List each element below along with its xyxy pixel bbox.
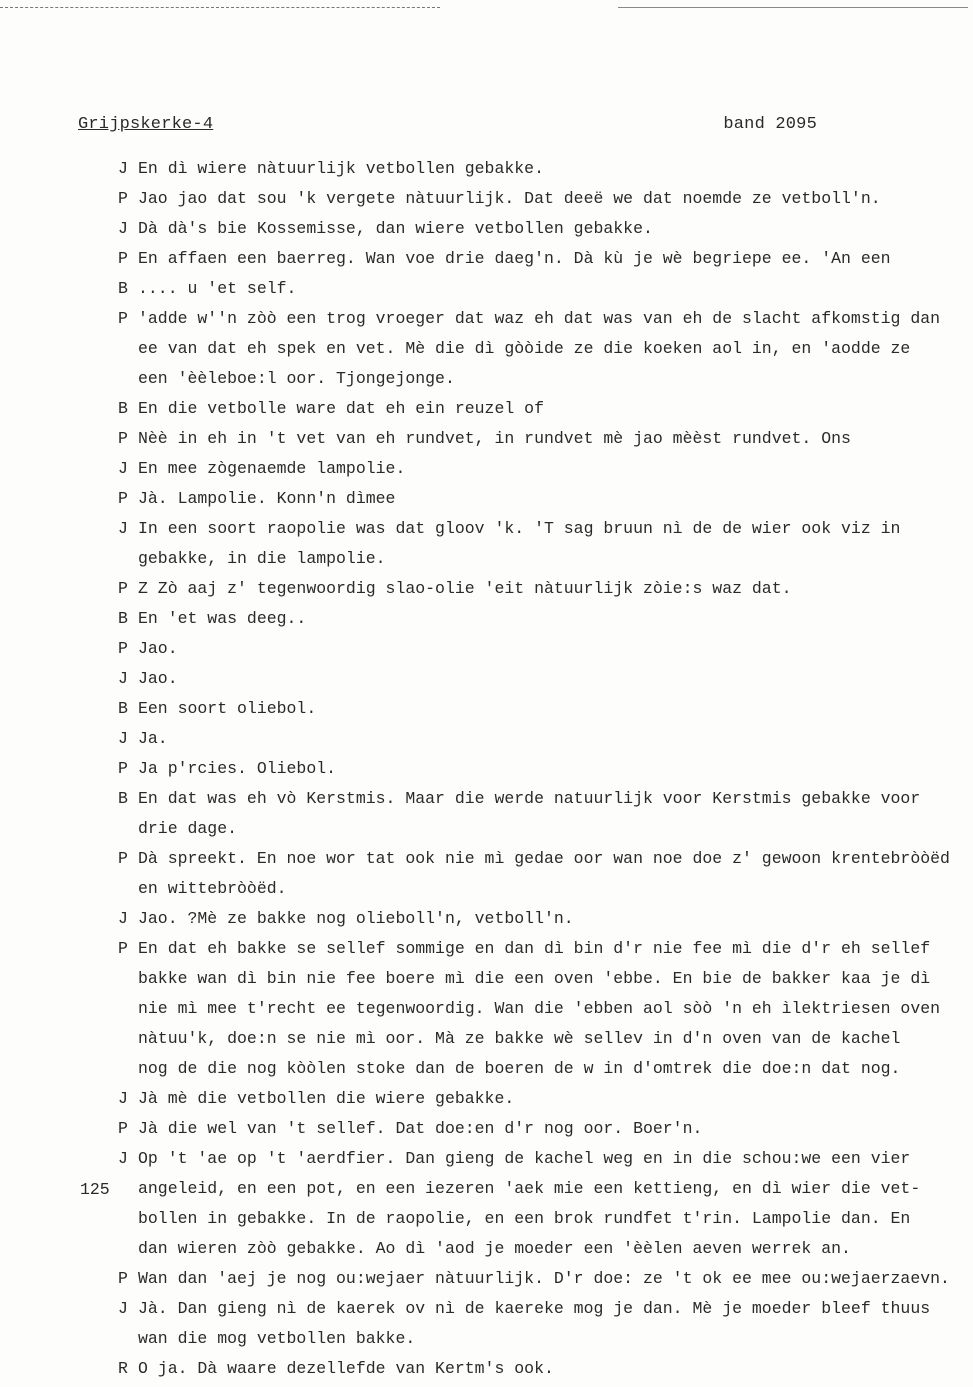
utterance-text: Jao. ?Mè ze bakke nog olieboll'n, vetboll'n. xyxy=(138,909,574,928)
speaker-label xyxy=(118,874,138,904)
transcript-turn xyxy=(118,514,968,544)
utterance-text: Dà spreekt. En noe wor tat ook nie mì gedae oor wan noe doe z' gewoon krentebròòëd xyxy=(138,849,950,868)
speaker-label xyxy=(118,1234,138,1264)
speaker-label: P xyxy=(118,189,128,208)
utterance-text: bollen in gebakke. In de raopolie, en een brok rundfet t'rin. Lampolie dan. En xyxy=(138,1209,911,1228)
speaker-label: P xyxy=(118,429,128,448)
utterance-text: dan wieren zòò gebakke. Ao dì 'aod je moeder een 'èèlen aeven werrek an. xyxy=(138,1239,851,1258)
utterance-text: Jao. xyxy=(138,639,178,658)
speaker-label: J xyxy=(118,729,128,748)
speaker-label: P xyxy=(118,579,128,598)
speaker-label: B xyxy=(118,279,128,298)
utterance-text: Jà die wel van 't sellef. Dat doe:en d'r nog oor. Boer'n. xyxy=(138,1119,703,1138)
speaker-label: J xyxy=(118,519,128,538)
transcript-turn xyxy=(118,244,968,274)
utterance-text: drie dage. xyxy=(138,819,238,838)
speaker-label: B xyxy=(118,789,128,808)
utterance-text: ee van dat eh spek en vet. Mè die dì gòòide ze die koeken aol in, en 'aodde ze xyxy=(138,339,911,358)
speaker-label xyxy=(118,814,138,844)
transcript-turn xyxy=(118,694,968,724)
speaker-label: J xyxy=(118,1149,128,1168)
speaker-label: J xyxy=(118,159,128,178)
transcript-turn xyxy=(118,634,968,664)
utterance-text: Ja p'rcies. Oliebol. xyxy=(138,759,337,778)
top-rule-left xyxy=(0,7,440,8)
speaker-label: B xyxy=(118,609,128,628)
speaker-label: P xyxy=(118,249,128,268)
transcript-turn xyxy=(118,724,968,754)
transcript-turn xyxy=(118,424,968,454)
utterance-text: en wittebròòëd. xyxy=(138,879,287,898)
transcript-turn xyxy=(118,184,968,214)
transcript-turn xyxy=(118,1294,968,1324)
transcript-continuation xyxy=(118,964,968,994)
transcript-turn xyxy=(118,1114,968,1144)
transcript-continuation xyxy=(118,874,968,904)
utterance-text: Nèè in eh in 't vet van eh rundvet, in rundvet mè jao mèèst rundvet. Ons xyxy=(138,429,851,448)
utterance-text: O ja. Dà waare dezellefde van Kertm's ook. xyxy=(138,1359,554,1378)
transcript-turn xyxy=(118,394,968,424)
transcript-turn xyxy=(118,754,968,784)
transcript-continuation xyxy=(118,334,968,364)
utterance-text: Ja. xyxy=(138,729,168,748)
speaker-label: J xyxy=(118,1089,128,1108)
utterance-text: nàtuu'k, doe:n se nie mì oor. Mà ze bakke wè sellev in d'n oven van de kachel xyxy=(138,1029,901,1048)
utterance-text: Een soort oliebol. xyxy=(138,699,317,718)
transcript-turn xyxy=(118,664,968,694)
utterance-text: angeleid, en een pot, en een iezeren 'aek mie een kettieng, en dì wier die vet- xyxy=(138,1179,921,1198)
transcript-turn xyxy=(118,1144,968,1174)
transcript-continuation xyxy=(118,1174,968,1204)
speaker-label xyxy=(118,1174,138,1204)
speaker-label: J xyxy=(118,1299,128,1318)
utterance-text: In een soort raopolie was dat gloov 'k. 'T sag bruun nì de de wier ook viz in xyxy=(138,519,901,538)
utterance-text: gebakke, in die lampolie. xyxy=(138,549,386,568)
transcript-turn xyxy=(118,274,968,304)
speaker-label: P xyxy=(118,489,128,508)
speaker-label: J xyxy=(118,219,128,238)
transcript-continuation xyxy=(118,364,968,394)
utterance-text: bakke wan dì bin nie fee boere mì die een oven 'ebbe. En bie de bakker kaa je dì xyxy=(138,969,931,988)
speaker-label: P xyxy=(118,759,128,778)
speaker-label xyxy=(118,1204,138,1234)
utterance-text: 'adde w''n zòò een trog vroeger dat waz eh dat was van eh de slacht afkomstig dan xyxy=(138,309,941,328)
speaker-label: P xyxy=(118,939,128,958)
utterance-text: En 'et was deeg.. xyxy=(138,609,307,628)
utterance-text: En dat eh bakke se sellef sommige en dan dì bin d'r nie fee mì die d'r eh sellef xyxy=(138,939,931,958)
transcript-turn xyxy=(118,1354,968,1384)
utterance-text: een 'èèleboe:l oor. Tjongejonge. xyxy=(138,369,455,388)
utterance-text: En dì wiere nàtuurlijk vetbollen gebakke. xyxy=(138,159,544,178)
speaker-label xyxy=(118,364,138,394)
band-number: band 2095 xyxy=(723,115,817,134)
transcript-turn xyxy=(118,904,968,934)
transcript-continuation xyxy=(118,1324,968,1354)
utterance-text: nog de die nog kòòlen stoke dan de boeren de w in d'omtrek die doe:n dat nog. xyxy=(138,1059,901,1078)
speaker-label: P xyxy=(118,639,128,658)
utterance-text: En die vetbolle ware dat eh ein reuzel of xyxy=(138,399,544,418)
speaker-label xyxy=(118,1024,138,1054)
utterance-text: Jao jao dat sou 'k vergete nàtuurlijk. Dat deeë we dat noemde ze vetboll'n. xyxy=(138,189,881,208)
transcript-continuation xyxy=(118,1204,968,1234)
utterance-text: Jà. Dan gieng nì de kaerek ov nì de kaereke mog je dan. Mè je moeder bleef thuus xyxy=(138,1299,931,1318)
speaker-label xyxy=(118,334,138,364)
utterance-text: En affaen een baerreg. Wan voe drie daeg'n. Dà kù je wè begriepe ee. 'An een xyxy=(138,249,891,268)
transcript-turn xyxy=(118,214,968,244)
transcript-turn xyxy=(118,484,968,514)
utterance-text: .... u 'et self. xyxy=(138,279,297,298)
transcript-continuation xyxy=(118,814,968,844)
utterance-text: Jao. xyxy=(138,669,178,688)
speaker-label xyxy=(118,544,138,574)
speaker-label: P xyxy=(118,309,128,328)
utterance-text: nie mì mee t'recht ee tegenwoordig. Wan die 'ebben aol sòò 'n eh ìlektriesen oven xyxy=(138,999,941,1018)
transcript-turn xyxy=(118,934,968,964)
speaker-label xyxy=(118,1054,138,1084)
transcript-turn xyxy=(118,844,968,874)
transcript-continuation xyxy=(118,994,968,1024)
utterance-text: Op 't 'ae op 't 'aerdfier. Dan gieng de kachel weg en in die schou:we een vier xyxy=(138,1149,911,1168)
transcript-turn xyxy=(118,574,968,604)
speaker-label: P xyxy=(118,1269,128,1288)
transcript-continuation xyxy=(118,1024,968,1054)
speaker-label: J xyxy=(118,669,128,688)
transcript-continuation xyxy=(118,544,968,574)
speaker-label: B xyxy=(118,699,128,718)
transcript xyxy=(118,154,968,1384)
speaker-label: P xyxy=(118,849,128,868)
speaker-label: B xyxy=(118,399,128,418)
speaker-label xyxy=(118,994,138,1024)
top-rule-right xyxy=(618,7,968,8)
transcript-continuation xyxy=(118,1054,968,1084)
speaker-label: J xyxy=(118,459,128,478)
transcript-turn xyxy=(118,304,968,334)
utterance-text: Jà mè die vetbollen die wiere gebakke. xyxy=(138,1089,515,1108)
utterance-text: Z Zò aaj z' tegenwoordig slao-olie 'eit nàtuurlijk zòie:s waz dat. xyxy=(138,579,792,598)
utterance-text: Dà dà's bie Kossemisse, dan wiere vetbollen gebakke. xyxy=(138,219,653,238)
speaker-label xyxy=(118,1324,138,1354)
utterance-text: En dat was eh vò Kerstmis. Maar die werde natuurlijk voor Kerstmis gebakke voor xyxy=(138,789,921,808)
transcript-continuation xyxy=(118,1234,968,1264)
transcript-turn xyxy=(118,154,968,184)
transcript-turn xyxy=(118,784,968,814)
document-title: Grijpskerke-4 xyxy=(78,115,214,134)
transcript-turn xyxy=(118,1084,968,1114)
utterance-text: wan die mog vetbollen bakke. xyxy=(138,1329,416,1348)
transcript-turn xyxy=(118,1264,968,1294)
speaker-label: J xyxy=(118,909,128,928)
utterance-text: Jà. Lampolie. Konn'n dìmee xyxy=(138,489,396,508)
speaker-label: P xyxy=(118,1119,128,1138)
line-number-marker: 125 xyxy=(80,1180,110,1199)
speaker-label: R xyxy=(118,1359,128,1378)
transcript-turn xyxy=(118,604,968,634)
utterance-text: Wan dan 'aej je nog ou:wejaer nàtuurlijk. D'r doe: ze 't ok ee mee ou:wejaerzaevn. xyxy=(138,1269,950,1288)
utterance-text: En mee zògenaemde lampolie. xyxy=(138,459,406,478)
speaker-label xyxy=(118,964,138,994)
transcript-turn xyxy=(118,454,968,484)
